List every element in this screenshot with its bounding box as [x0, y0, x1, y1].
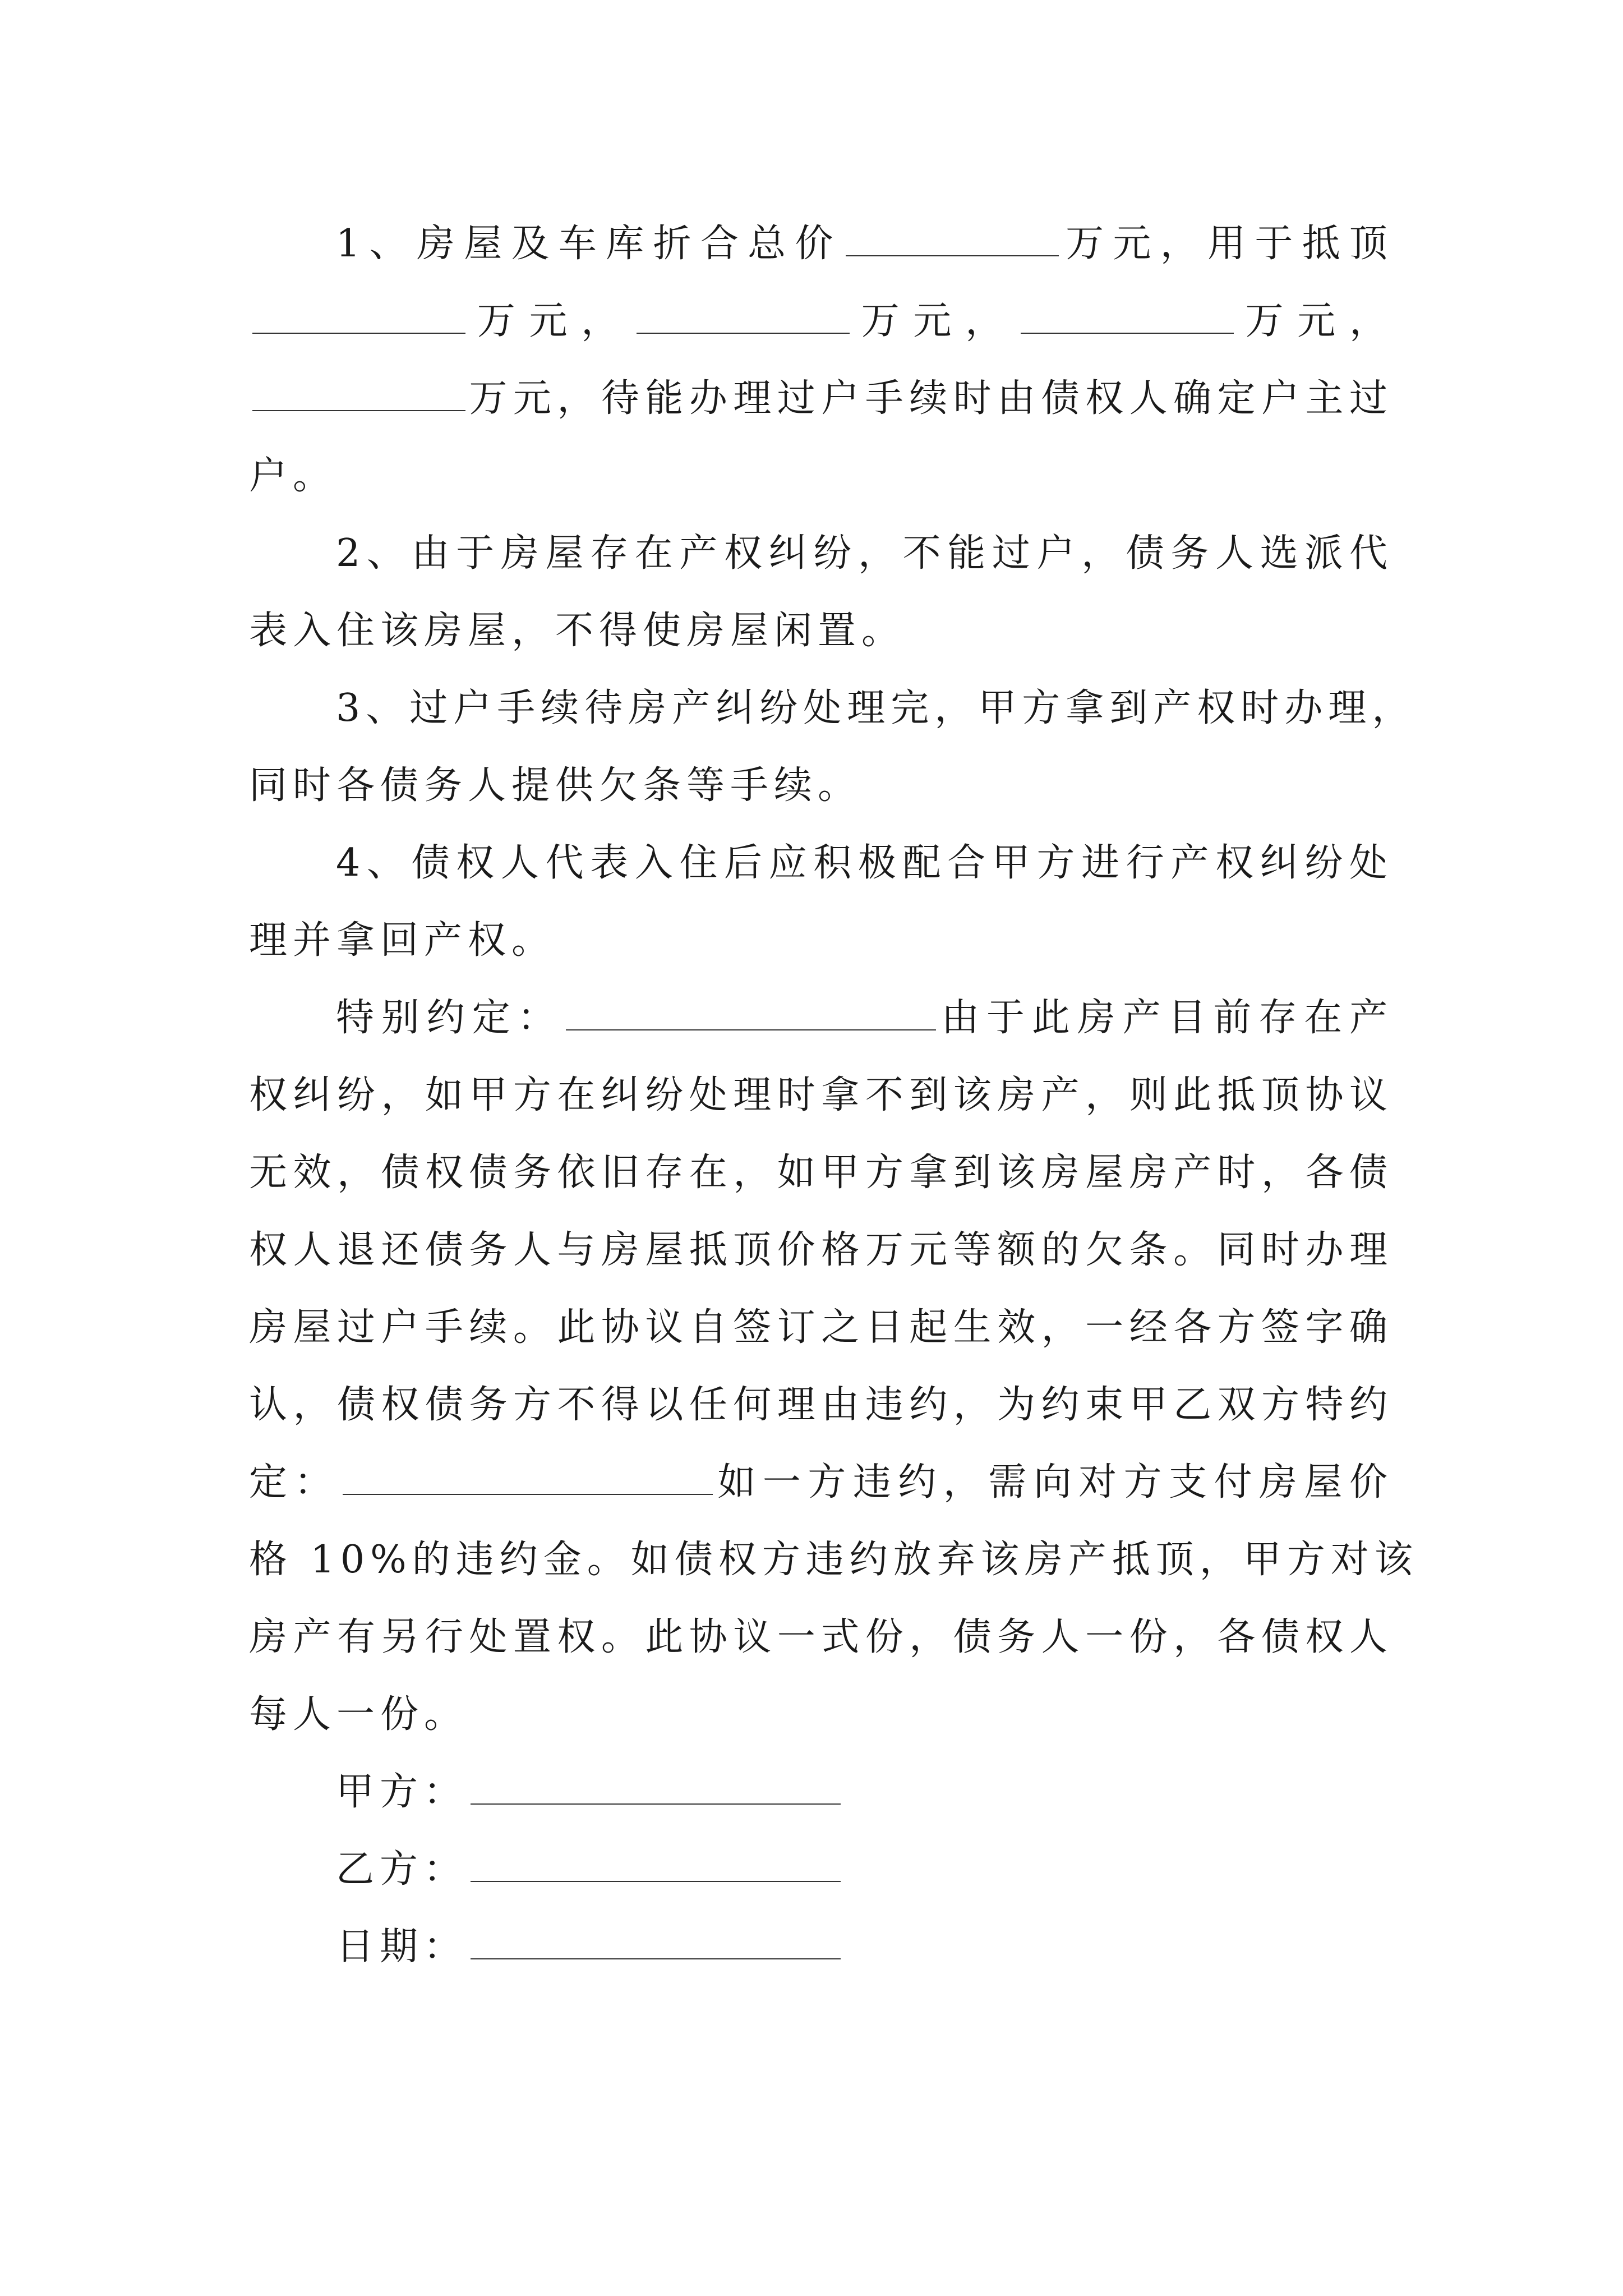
- special-text: 如一方违约，需向对方支付房屋价: [716, 1460, 1393, 1504]
- special-line8: 格 10%的违约金。如债权方违约放弃该房产抵顶，甲方对该: [249, 1538, 1418, 1582]
- unit-text: 万元，: [469, 299, 633, 343]
- unit-text: 万元，: [1237, 299, 1393, 343]
- party-b-line: [249, 1832, 1393, 1908]
- unit-text: 万元，: [852, 299, 1017, 343]
- special-label: 特别约定：: [336, 996, 563, 1040]
- special-line3: 无效，债权债务依旧存在，如甲方拿到该房屋房产时，各债: [249, 1151, 1393, 1195]
- amount-blank-2: [637, 300, 850, 334]
- item1-line3: [249, 361, 1393, 437]
- total-price-blank: [846, 223, 1059, 256]
- special-blank-2: [343, 1461, 713, 1495]
- item2-line2: 表入住该房屋，不得使房屋闲置。: [249, 609, 906, 653]
- special-text: 定：: [249, 1460, 339, 1504]
- item1-line2: [249, 283, 1393, 360]
- party-b-blank: [471, 1848, 841, 1882]
- item4-line1: 4、债权人代表入住后应积极配合甲方进行产权纠纷处: [336, 841, 1393, 885]
- item1-text: 万元，待能办理过户手续时由债权人确定户主过: [469, 376, 1393, 421]
- date-label: 日期：: [336, 1925, 468, 1969]
- party-a-blank: [471, 1771, 841, 1805]
- special-line9: 房产有另行处置权。此协议一式份，债务人一份，各债权人: [249, 1615, 1393, 1659]
- special-line7: [249, 1444, 1393, 1521]
- item3-line1: 3、过户手续待房产纠纷处理完，甲方拿到产权时办理，: [336, 686, 1416, 730]
- special-line6: 认，债权债务方不得以任何理由违约，为约束甲乙双方特约: [249, 1383, 1393, 1427]
- special-line10: 每人一份。: [249, 1692, 468, 1737]
- date-line: [249, 1909, 1393, 1985]
- item1-text: 1、房屋及车库折合总价: [336, 222, 842, 266]
- special-text: 由于此房产目前存在产: [939, 996, 1393, 1040]
- special-line5: 房屋过户手续。此协议自签订之日起生效，一经各方签字确: [249, 1305, 1393, 1350]
- party-a-line: [249, 1754, 1393, 1830]
- amount-blank-4: [252, 378, 465, 411]
- special-line2: 权纠纷，如甲方在纠纷处理时拿不到该房产，则此抵顶协议: [249, 1073, 1393, 1117]
- amount-blank-1: [252, 300, 465, 334]
- special-line4: 权人退还债务人与房屋抵顶价格万元等额的欠条。同时办理: [249, 1228, 1393, 1272]
- item1-text: 万元，用于抵顶: [1062, 222, 1393, 266]
- item1-line1: [249, 206, 1393, 282]
- date-blank: [471, 1926, 841, 1959]
- amount-blank-3: [1021, 300, 1234, 334]
- special-blank-1: [566, 997, 936, 1030]
- item3-line2: 同时各债务人提供欠条等手续。: [249, 763, 862, 808]
- party-b-label: 乙方：: [336, 1847, 468, 1892]
- item2-line1: 2、由于房屋存在产权纠纷，不能过户，债务人选派代: [336, 531, 1393, 576]
- special-line1: [249, 980, 1393, 1056]
- item4-line2: 理并拿回产权。: [249, 918, 556, 963]
- party-a-label: 甲方：: [336, 1770, 468, 1814]
- item1-line4: 户。: [249, 454, 337, 498]
